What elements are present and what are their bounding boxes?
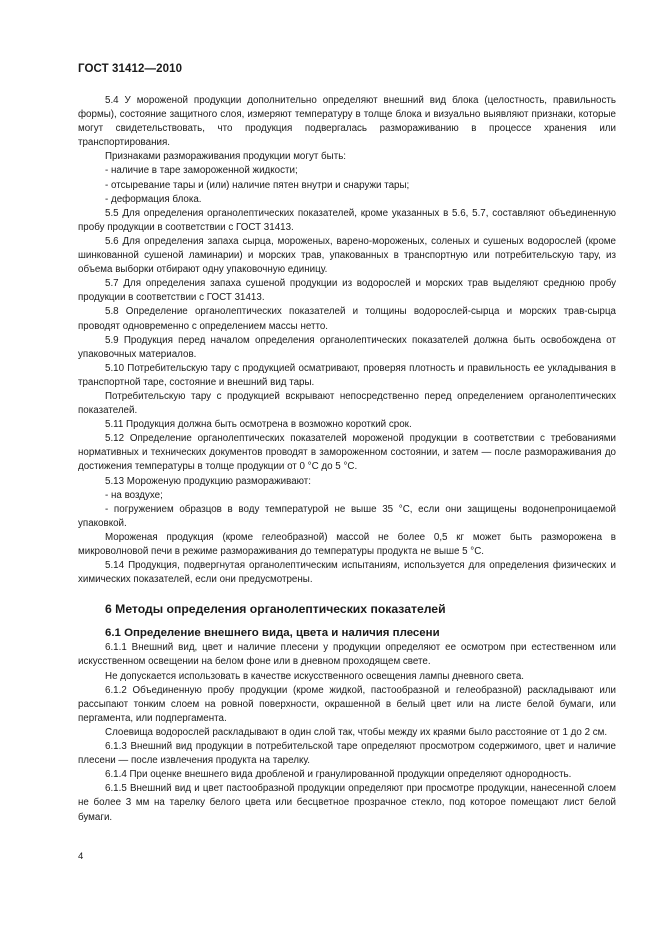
list-item: - отсыревание тары и (или) наличие пятен внутри и снаружи тары; [105, 179, 410, 191]
paragraph-lighting: Не допускается использовать в качестве искусственного освещения лампы дневного света. [105, 670, 525, 682]
paragraph-6-1-3: 6.1.3 Внешний вид продукции в потребительской таре определяют просмотром содержимого, цвет и наличие плесени — после извлечения продукта на тарелку. [78, 741, 616, 767]
paragraph-5-6: 5.6 Для определения запаха сырца, мороженых, варено-мороженых, соленых и сушеных водорослей (кроме шинкованной сушеной ламинарии) и морских трав, упакованных в транспортную или потребительскую тару, из объема выборки отбирают одну упаковочную единицу. [78, 235, 616, 276]
paragraph-5-11: 5.11 Продукция должна быть осмотрена в возможно короткий срок. [105, 419, 412, 431]
document-header: ГОСТ 31412—2010 [78, 63, 183, 75]
paragraph-5-10: 5.10 Потребительскую тару с продукцией осматривают, проверяя плотность и правильность ее укладывания в транспортной таре, состояние и внешний вид тары. [78, 362, 616, 388]
list-item: - деформация блока. [105, 193, 202, 205]
paragraph-defrost-signs: Признаками размораживания продукции могут быть: [105, 151, 347, 163]
paragraph-6-1-4: 6.1.4 При оценке внешнего вида дробленой и гранулированной продукции определяют однородность. [105, 769, 572, 781]
list-item: - погружением образцов в воду температурой не выше 35 °С, если они защищены водонепроницаемой упаковкой. [78, 503, 616, 529]
paragraph-5-8: 5.8 Определение органолептических показателей и толщины водорослей-сырца и морских трав-сырца проводят одновременно с определением массы нетто. [78, 306, 616, 332]
paragraph-5-5: 5.5 Для определения органолептических показателей, кроме указанных в 5.6, 5.7, составляют объединенную пробу продукции в соответствии с ГОСТ 31413. [78, 207, 616, 233]
paragraph-5-13: 5.13 Мороженую продукцию размораживают: [105, 475, 311, 487]
paragraph-thalli: Слоевища водорослей раскладывают в один слой так, чтобы между их краями было расстояние от 1 до 2 см. [105, 726, 608, 738]
paragraph-6-1-1: 6.1.1 Внешний вид, цвет и наличие плесени у продукции определяют ее осмотром при естественном или искусственном освещении на белом фоне или в дневном проходящем свете. [78, 642, 616, 668]
page-number: 4 [78, 851, 84, 862]
paragraph-6-1-5: 6.1.5 Внешний вид и цвет пастообразной продукции определяют при просмотре продукции, нанесенной слоем не более 3 мм на тарелку белого цвета или бесцветное прозрачное стекло, под которое помещают лист белой бумаги. [78, 783, 616, 823]
paragraph-5-9: 5.9 Продукция перед началом определения органолептических показателей должна быть освобождена от упаковочных материалов. [78, 334, 616, 360]
list-item: - на воздухе; [105, 489, 163, 501]
paragraph-consumer-pack: Потребительскую тару с продукцией вскрывают непосредственно перед определением органолептических показателей. [78, 390, 616, 417]
paragraph-microwave: Мороженая продукция (кроме гелеобразной) массой не более 0,5 кг может быть разморожена в микроволновой печи в режиме размораживания до температуры продукта не выше 5 °С. [78, 531, 616, 557]
subsection-heading: 6.1 Определение внешнего вида, цвета и наличия плесени [105, 627, 440, 640]
paragraph-5-4: 5.4 У мороженой продукции дополнительно определяют внешний вид блока (целостность, правильность формы), состояние защитного слоя, измеряют температуру в толще блока и визуально выявляют признаки, которые могут свидетельствовать, что продукция подвергалась размораживанию в процессе хранения или транспортирования. [78, 95, 616, 149]
document-body [78, 94, 616, 825]
list-item: - наличие в таре замороженной жидкости; [105, 165, 298, 177]
paragraph-6-1-2: 6.1.2 Объединенную пробу продукции (кроме жидкой, пастообразной и гелеобразной) раскладывают или рассыпают тонким слоем на ровной поверхности, окрашенной в белый цвет или на листе белой бумаги, или пергамента, или подпергамента. [78, 684, 616, 724]
paragraph-5-12: 5.12 Определение органолептических показателей мороженой продукции в соответствии с требованиями нормативных и технических документов проводят в замороженном состоянии, и затем — после размораживания до достижения температуры в толще продукции от 0 °С до 5 °С. [78, 433, 616, 473]
paragraph-5-14: 5.14 Продукция, подвергнутая органолептическим испытаниям, используется для определения физических и химических показателей, если они предусмотрены. [78, 560, 616, 586]
section-heading: 6 Методы определения органолептических показателей [105, 602, 446, 617]
paragraph-5-7: 5.7 Для определения запаха сушеной продукции из водорослей и морских трав выделяют среднюю пробу продукции в соответствии с ГОСТ 31413. [78, 278, 616, 304]
